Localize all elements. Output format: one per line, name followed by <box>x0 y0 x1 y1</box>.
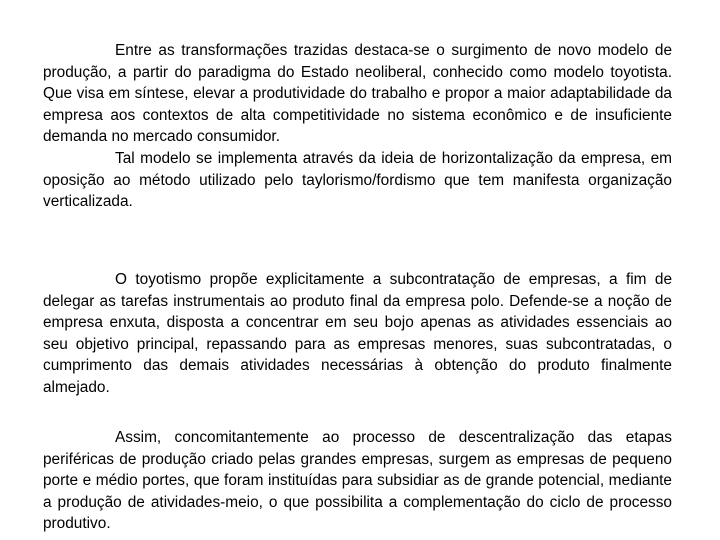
paragraph-4: Assim, concomitantemente ao processo de descentralização das etapas periféricas de produção criado pelas grandes empresas, surgem as empresas de pequeno porte e médio portes, que foram instituídas para subsidiar as de grande potencial, mediante a produção de atividades-meio, o que possibilita a complementação do ciclo de processo produtivo. <box>43 429 672 533</box>
paragraph-1: Entre as transformações trazidas destaca-se o surgimento de novo modelo de produção, a partir do paradigma do Estado neoliberal, conhecido como modelo toyotista. Que visa em síntese, elevar a produtividade do trabalho e propor a maior adaptabilidade da empresa aos contextos de alta competitividade no sistema econômico e de insuficiente demanda no mercado consumidor. <box>43 42 672 146</box>
text-block-2 <box>43 269 672 399</box>
text-block-1 <box>43 40 672 213</box>
paragraph-2: Tal modelo se implementa através da ideia de horizontalização da empresa, em oposição ao método utilizado pelo taylorismo/fordismo que tem manifesta organização verticalizada. <box>43 149 672 211</box>
paragraph-3: O toyotismo propõe explicitamente a subcontratação de empresas, a fim de delegar as tarefas instrumentais ao produto final da empresa polo. Defende-se a noção de empresa enxuta, disposta a concentrar em seu bojo apenas as atividades essenciais ao seu objetivo principal, repassando para as empresas menores, suas subcontratadas, o cumprimento das demais atividades necessárias à obtenção do produto finalmente almejado. <box>43 271 672 396</box>
text-block-3 <box>43 427 672 535</box>
